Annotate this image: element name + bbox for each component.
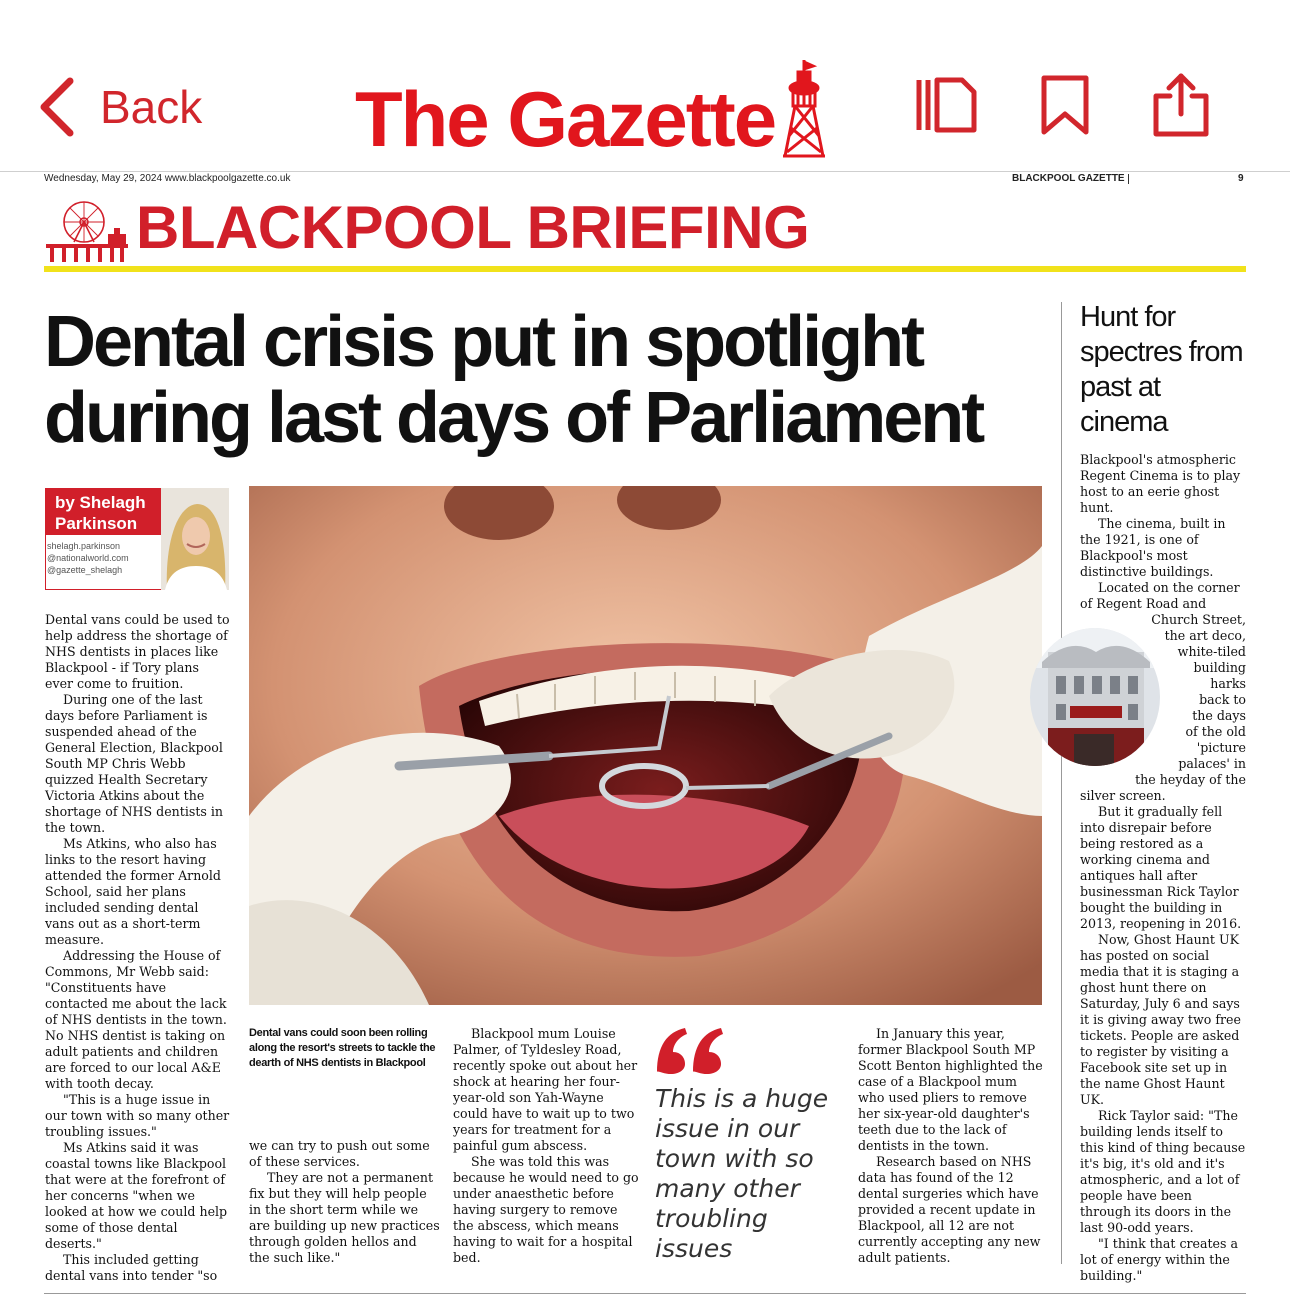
wrap-line: building bbox=[1193, 660, 1246, 675]
headline-line-2: during last days of Parliament bbox=[44, 378, 983, 458]
paragraph: Research based on NHS data has found of the 12 dental surgeries which have provided a recent update in Blackpool, all 12 are not currently accepting any new adult patients. bbox=[858, 1154, 1041, 1265]
article-column-1 bbox=[45, 612, 231, 1284]
dental-photo bbox=[249, 486, 1042, 1005]
wrap-line: the days bbox=[1192, 708, 1246, 723]
wrap-line: palaces' in bbox=[1178, 756, 1246, 771]
blackpool-tower-icon bbox=[779, 58, 829, 158]
wrap-line: the art deco, bbox=[1164, 628, 1246, 643]
page-date-url: Wednesday, May 29, 2024 www.blackpoolgazette.co.uk bbox=[44, 173, 291, 184]
paragraph: Addressing the House of Commons, Mr Webb said: "Constituents have contacted me about the lack of NHS dentists in the town. No NHS dentist is taking on adult patients and children are forced to our local A&E with tooth decay. bbox=[45, 948, 227, 1091]
pages-icon[interactable] bbox=[912, 72, 978, 138]
paragraph: "This is a huge issue in our town with so many other troubling issues." bbox=[45, 1092, 230, 1139]
article-column-2 bbox=[249, 1138, 441, 1266]
blackpool-skyline-icon bbox=[44, 198, 130, 266]
wrap-line: back to bbox=[1199, 692, 1246, 707]
byline-email-2: @nationalworld.com bbox=[47, 553, 129, 563]
paragraph: silver screen. bbox=[1080, 788, 1166, 803]
byline-name-2: Parkinson bbox=[55, 514, 138, 533]
paragraph: But it gradually fell into disrepair before being restored as a working cinema and antiques hall after businessman Rick Taylor bought the building in 2013, reopening in 2016. bbox=[1080, 804, 1242, 931]
paragraph: They are not a permanent fix but they will help people in the short term while we are building up new practices through golden hellos and the such like." bbox=[249, 1170, 440, 1265]
section-rule bbox=[44, 266, 1246, 272]
byline-name bbox=[55, 492, 146, 534]
article-headline bbox=[44, 304, 1054, 456]
back-button[interactable] bbox=[38, 72, 202, 142]
byline-box bbox=[45, 488, 229, 590]
headline-line-1: Dental crisis put in spotlight bbox=[44, 302, 923, 382]
byline-email-1: shelagh.parkinson bbox=[47, 541, 121, 551]
wrap-line: of the old bbox=[1185, 724, 1246, 739]
paragraph: This included getting dental vans into tender "so bbox=[45, 1252, 218, 1283]
sidebar-headline: Hunt for spectres from past at cinema bbox=[1080, 301, 1243, 438]
gazette-logo bbox=[355, 58, 829, 163]
paragraph: Ms Atkins said it was coastal towns like Blackpool that were at the forefront of her concerns "when we looked at how we could help some of those dental deserts." bbox=[45, 1140, 228, 1251]
section-title: BLACKPOOL BRIEFING bbox=[136, 194, 810, 261]
sidebar-divider bbox=[1061, 302, 1062, 1264]
author-photo bbox=[161, 488, 229, 590]
paragraph: Blackpool's atmospheric Regent Cinema is to play host to an eerie ghost hunt. bbox=[1080, 452, 1241, 515]
paragraph: Blackpool mum Louise Palmer, of Tyldesley Road, recently spoke out about her shock at hearing her four-year-old son Yah-Wayne could have to wait up to two years for treatment for a painful gum abscess. bbox=[453, 1026, 638, 1153]
meta-divider bbox=[1128, 174, 1129, 184]
article-column-4 bbox=[858, 1026, 1044, 1266]
paragraph: Rick Taylor said: "The building lends itself to this kind of thing because it's big, it's old and it's atmospheric, and a lot of people have been through its doors in the last 90-odd years. bbox=[1080, 1108, 1246, 1235]
wrap-line: white-tiled bbox=[1177, 644, 1246, 659]
back-label: Back bbox=[100, 81, 203, 133]
paragraph: Dental vans could be used to help address the shortage of NHS dentists in places like Blackpool - if Tory plans ever come to fruition. bbox=[45, 612, 230, 691]
wrap-line: harks bbox=[1210, 676, 1246, 691]
sidebar-body bbox=[1080, 788, 1246, 1284]
paragraph: During one of the last days before Parliament is suspended ahead of the General Election, Blackpool South MP Chris Webb quizzed Health Secretary Victoria Atkins about the shortage of NHS dentists in the town. bbox=[45, 692, 223, 835]
publication-name: BLACKPOOL GAZETTE bbox=[1012, 173, 1125, 184]
article-column-3 bbox=[453, 1026, 639, 1266]
paragraph: The cinema, built in the 1921, is one of Blackpool's most distinctive buildings. bbox=[1080, 516, 1226, 579]
photo-caption: Dental vans could soon been rolling along the resort's streets to tackle the dearth of NHS dentists in Blackpool bbox=[249, 1027, 436, 1069]
logo-text: The Gazette bbox=[355, 75, 776, 163]
byline-twitter: @gazette_shelagh bbox=[47, 565, 123, 575]
paragraph: In January this year, former Blackpool South MP Scott Benton highlighted the case of a Blackpool mum who used pliers to remove her six-year-old daughter's teeth due to the lack of dentists in the town. bbox=[858, 1026, 1043, 1153]
bookmark-icon[interactable] bbox=[1032, 72, 1098, 138]
quote-mark-icon bbox=[655, 1026, 725, 1076]
paragraph: Ms Atkins, who also has links to the resort having attended the former Arnold School, said her plans included sending dental vans out as a short-term measure. bbox=[45, 836, 221, 947]
bottom-rule bbox=[44, 1293, 1246, 1294]
byline-contact bbox=[47, 540, 129, 576]
paragraph: Located on the corner of Regent Road and bbox=[1080, 580, 1240, 611]
paragraph: She was told this was because he would need to go under anaesthetic before having surgery to remove the abscess, which means having to wait for a hospital bed. bbox=[453, 1154, 639, 1265]
page-number: 9 bbox=[1238, 173, 1244, 184]
wrap-line: Church Street, bbox=[1151, 612, 1246, 627]
wrap-line: the heyday of the bbox=[1135, 772, 1246, 787]
chevron-left-icon bbox=[38, 77, 74, 137]
cinema-photo bbox=[1030, 628, 1160, 766]
share-icon[interactable] bbox=[1148, 72, 1214, 138]
paragraph: we can try to push out some of these services. bbox=[249, 1138, 430, 1169]
paragraph: Now, Ghost Haunt UK has posted on social media that it is staging a ghost hunt there on Saturday, July 6 and says it is giving away two free tickets. People are asked to register by visiting a Facebook site set up in the name Ghost Haunt UK. bbox=[1080, 932, 1241, 1107]
sidebar-intro bbox=[1080, 452, 1246, 612]
paragraph: "I think that creates a lot of energy within the building." bbox=[1080, 1236, 1238, 1283]
byline-name-1: by Shelagh bbox=[55, 493, 146, 512]
wrap-line: 'picture bbox=[1196, 740, 1246, 755]
pull-quote: This is a huge issue in our town with so many other troubling issues bbox=[655, 1084, 829, 1263]
